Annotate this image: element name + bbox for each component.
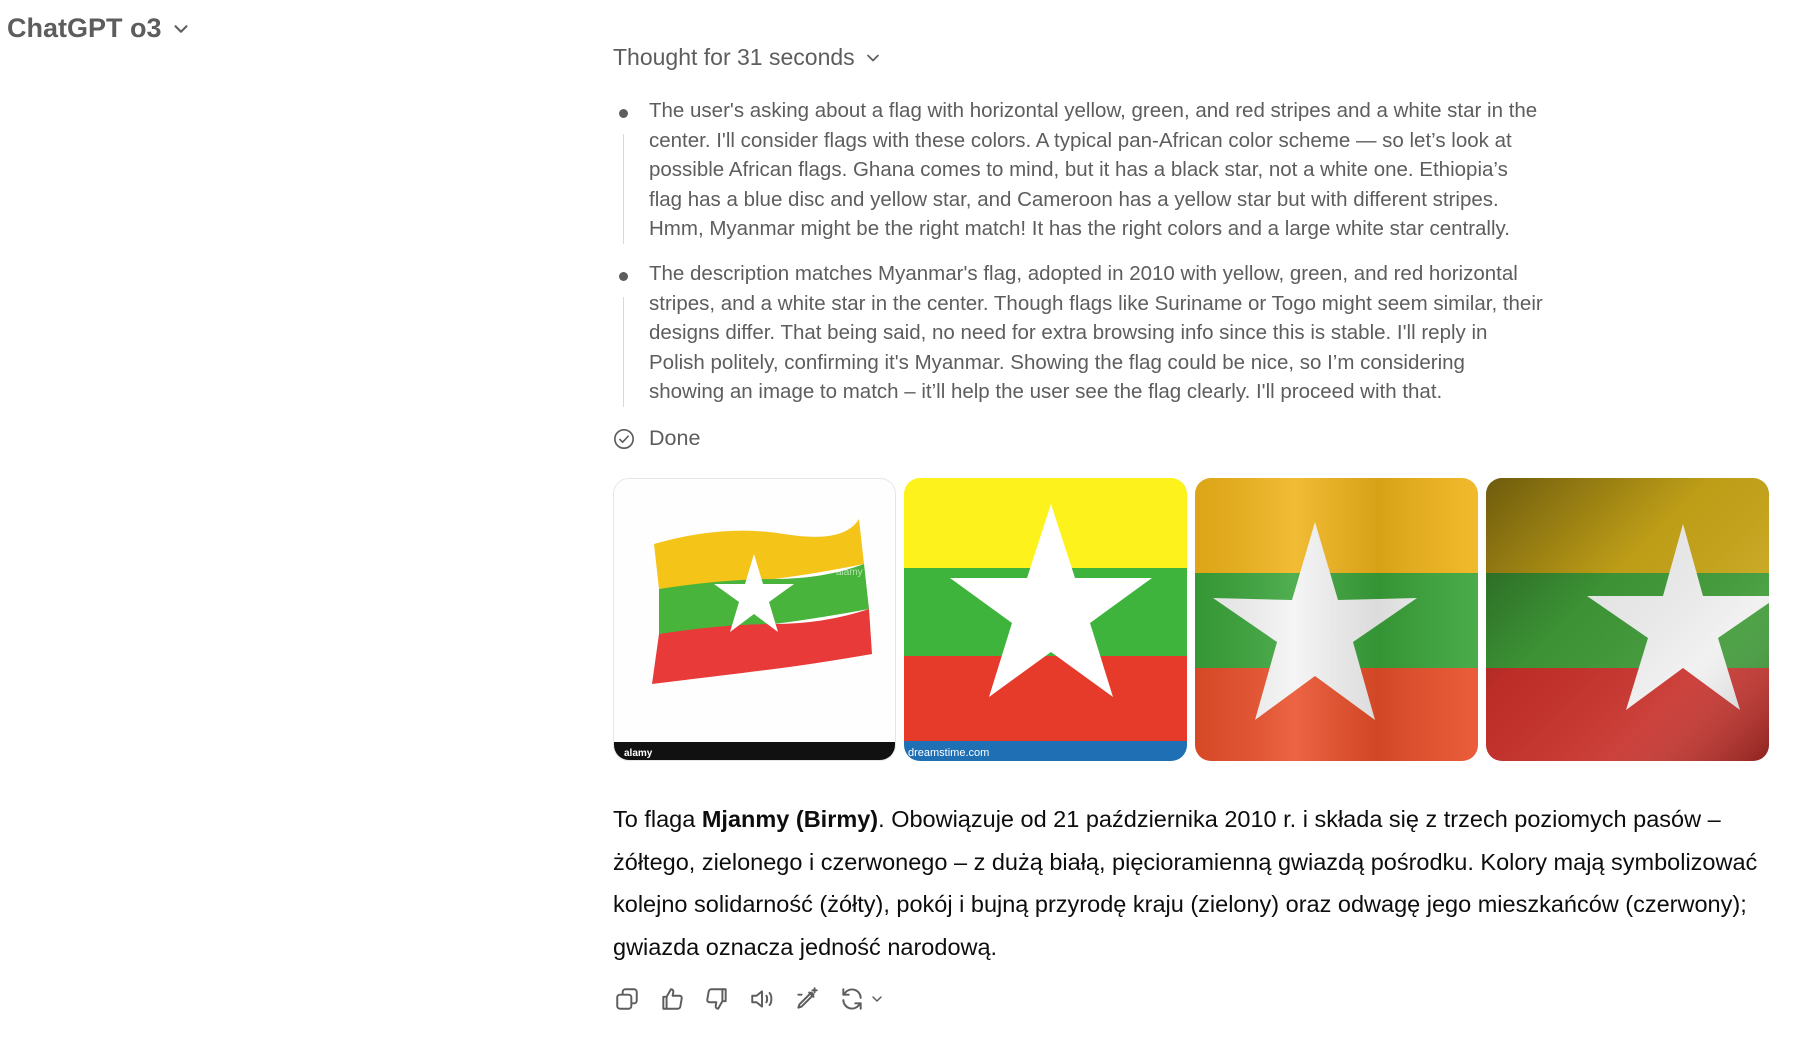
chevron-down-icon: [863, 48, 883, 68]
image-result-myanmar-flag-dark[interactable]: [1486, 478, 1769, 761]
read-aloud-button[interactable]: [748, 985, 776, 1013]
edit-in-canvas-button[interactable]: [793, 985, 821, 1013]
step-bullet: [619, 272, 628, 281]
reasoning-step-text: The user's asking about a flag with horizontal yellow, green, and red stripes and a white star in the center. I'll consider flags with these colors. A typical pan-African color scheme — so let’s look at possible African flags. Ghana comes to mind, but it has a black star, not a white one. Ethiopia’s flag has a blue disc and yellow star, and Cameroon has a yellow star but with different stripes. Hmm, Myanmar might be the right match! It has the right colors and a large white star centrally.: [649, 99, 1538, 240]
image-source-label: alamy: [624, 748, 653, 759]
regenerate-icon: [839, 986, 865, 1012]
regenerate-button[interactable]: [838, 985, 886, 1013]
image-result-myanmar-flag-flat[interactable]: [904, 478, 1187, 761]
flag-image: [614, 479, 896, 761]
image-source-label: dreamstime.com: [908, 747, 990, 759]
answer-text: [613, 798, 1773, 968]
reasoning-status: [613, 426, 700, 451]
edit-canvas-icon: [794, 986, 820, 1012]
reasoning-step-text: The description matches Myanmar's flag, adopted in 2010 with yellow, green, and red horizontal stripes, and a white star in the center. Though flags like Suriname or Togo might seem similar, their designs differ. That being said, no need for extra browsing info since this is stable. I'll reply in Polish politely, confirming it's Myanmar. Showing the flag could be nice, so I’m considering showing an image to match – it’ll help the user see the flag clearly. I'll proceed with that.: [649, 262, 1543, 403]
step-connector: [623, 134, 624, 244]
copy-icon: [614, 986, 640, 1012]
thumbs-down-icon: [704, 986, 730, 1012]
image-result-myanmar-flag-fabric[interactable]: [1195, 478, 1478, 761]
flag-image: [1195, 478, 1478, 761]
chevron-down-icon: [170, 18, 192, 40]
flag-image: [904, 478, 1187, 761]
step-bullet: [619, 109, 628, 118]
flag-image: [1486, 478, 1769, 761]
reasoning-step: [613, 96, 1543, 246]
reasoning-toggle[interactable]: [613, 44, 883, 71]
read-aloud-icon: [749, 986, 775, 1012]
reasoning-step: [613, 259, 1543, 409]
answer-bold: Mjanmy (Birmy): [701, 806, 879, 832]
bad-response-button[interactable]: [703, 985, 731, 1013]
image-result-myanmar-flag-waving[interactable]: [613, 478, 896, 761]
image-results: [613, 478, 1769, 761]
chevron-down-icon: [869, 991, 885, 1007]
model-name: ChatGPT o3: [7, 13, 162, 43]
message-actions: [613, 985, 886, 1013]
check-circle-icon: [613, 428, 635, 450]
step-connector: [623, 297, 624, 407]
answer-prefix: To flaga: [613, 806, 702, 832]
thumbs-up-icon: [659, 986, 685, 1012]
reasoning-summary: Thought for 31 seconds: [613, 44, 855, 70]
model-switcher[interactable]: [7, 13, 192, 44]
answer-rest: . Obowiązuje od 21 października 2010 r. i składa się z trzech poziomych pasów – żółtego, zielonego i czerwonego – z dużą białą, pięcioramienną gwiazdą pośrodku. Kolory mają symbolizować kolejno solidarność (żółty), pokój i bujną przyrodę kraju (zielony) oraz odwagę jego mieszkańców (czerwony); gwiazda oznacza jedność narodową.: [613, 806, 1758, 960]
good-response-button[interactable]: [658, 985, 686, 1013]
status-label: Done: [649, 426, 701, 450]
image-watermark: alamy: [836, 567, 863, 578]
copy-button[interactable]: [613, 985, 641, 1013]
